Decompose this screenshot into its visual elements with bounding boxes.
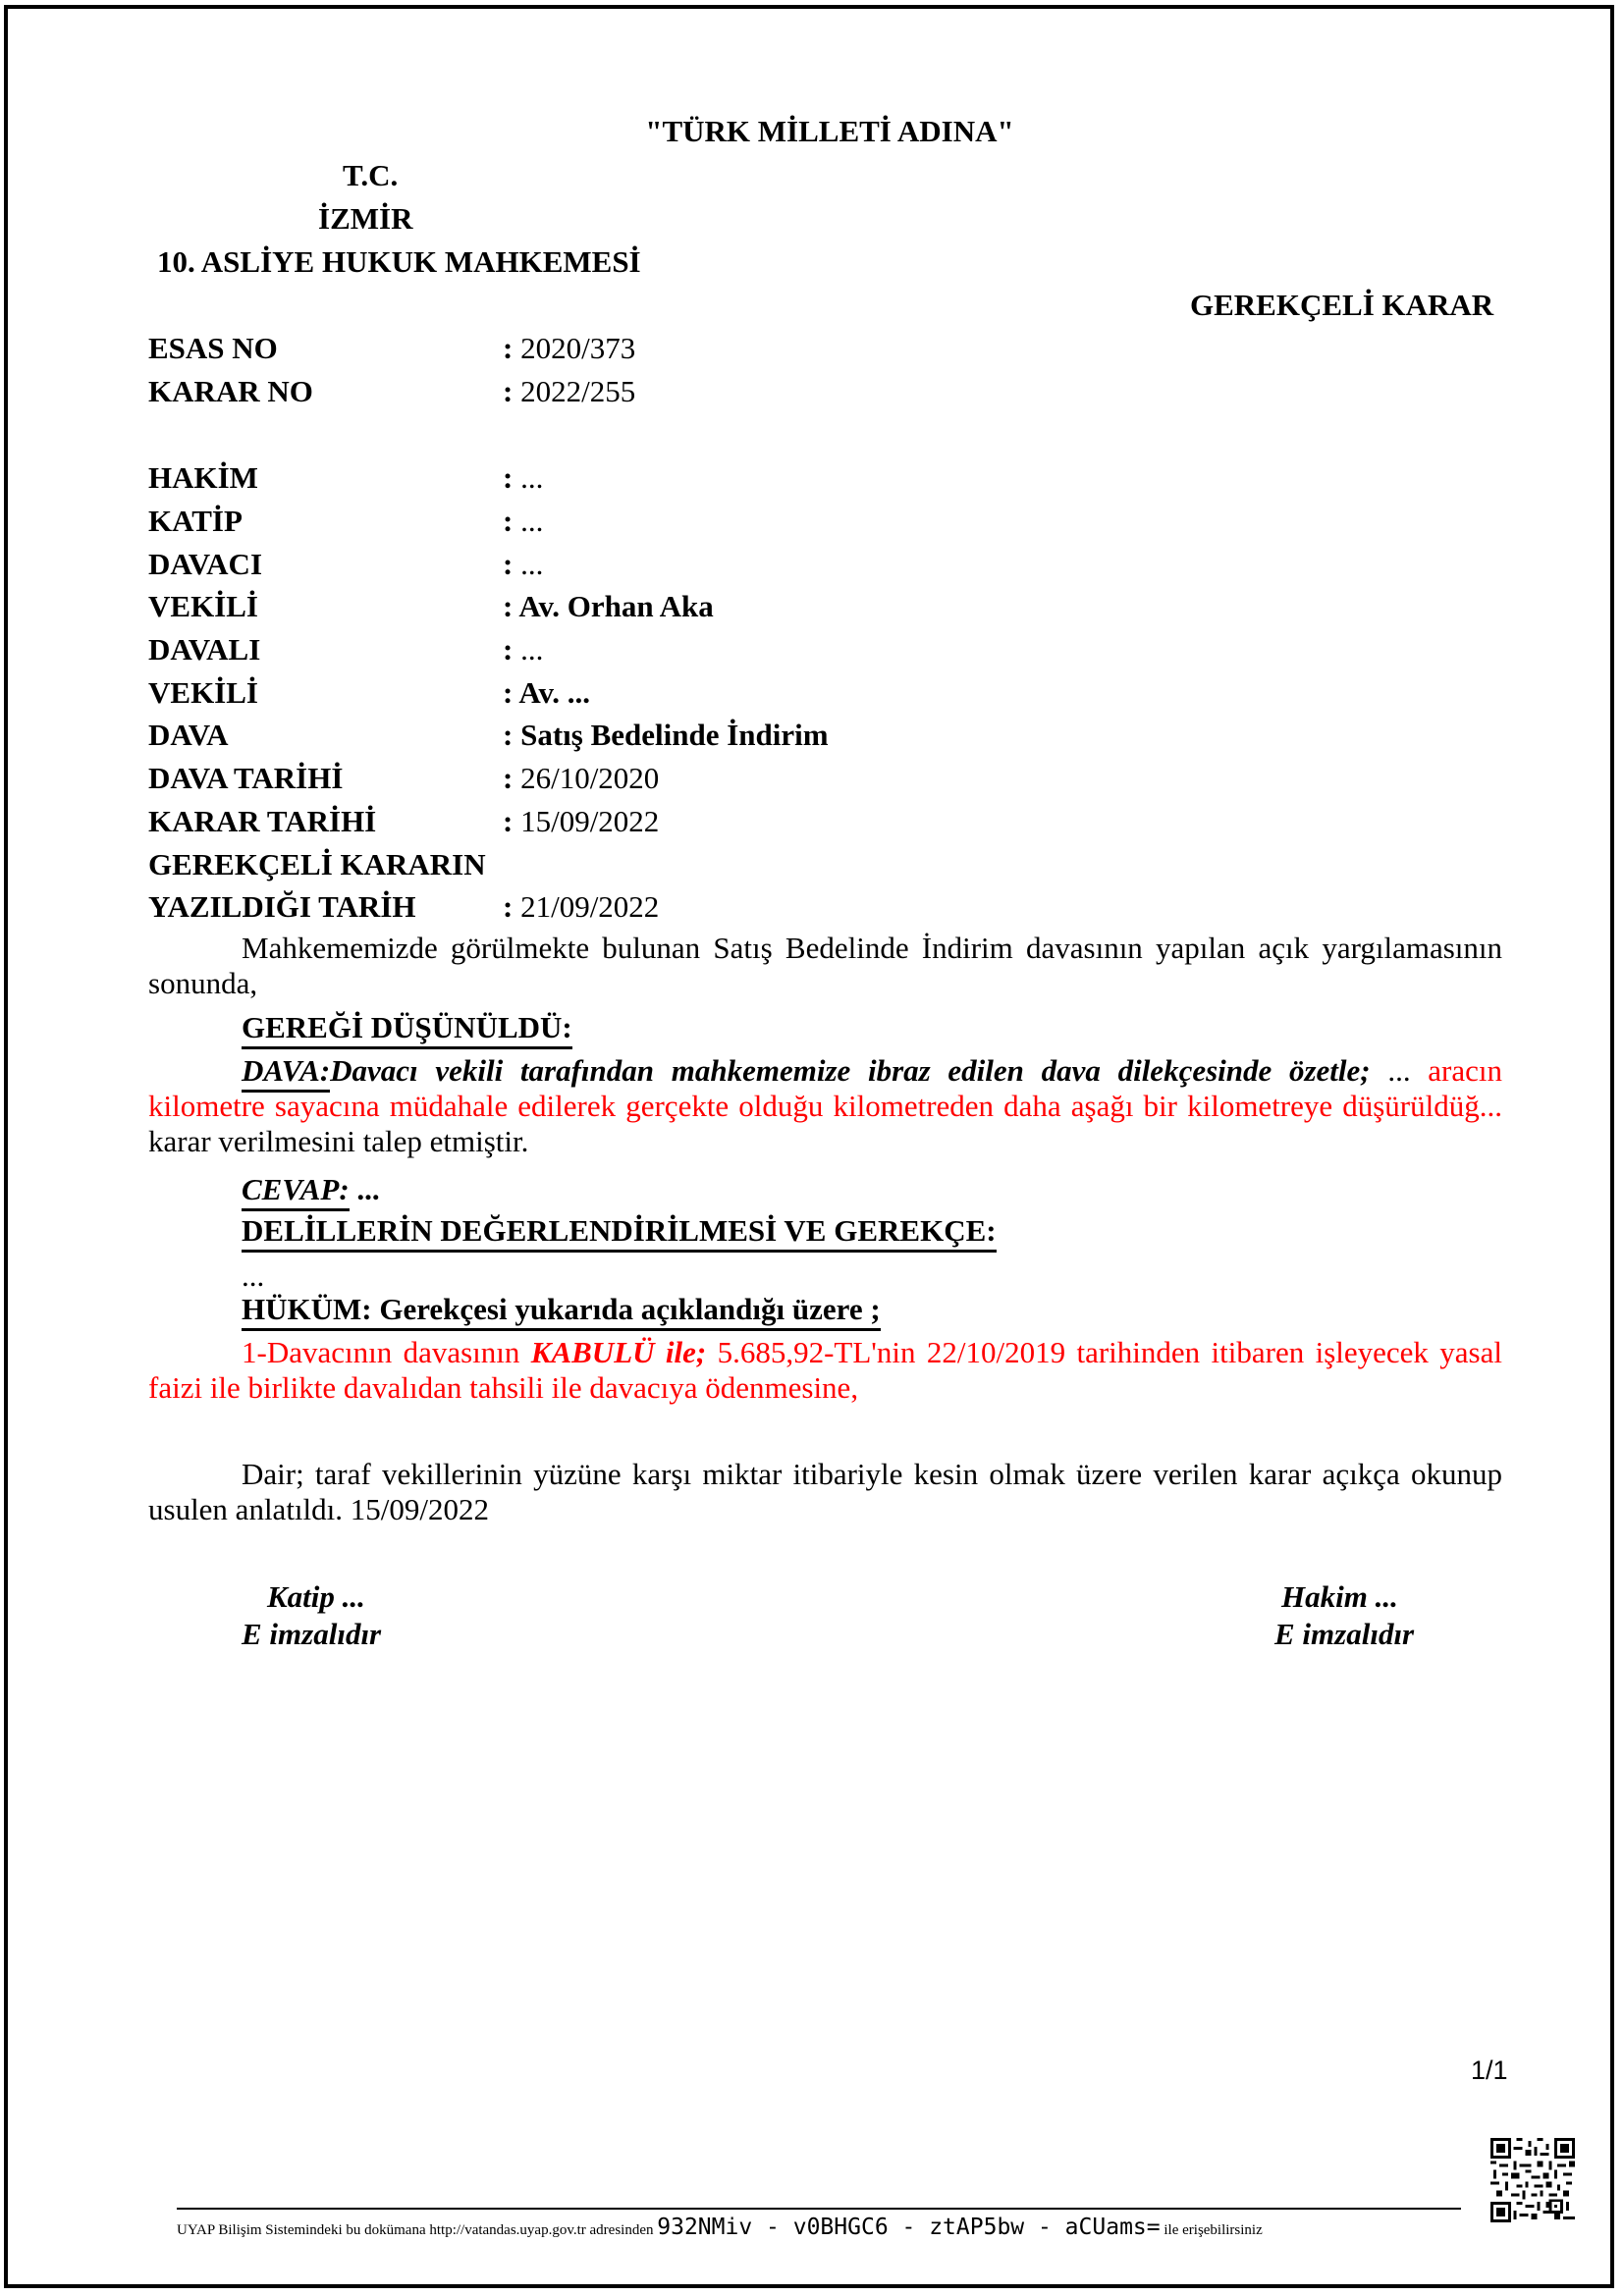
party-value: : Satış Bedelinde İndirim <box>503 718 829 752</box>
esas-no-label: ESAS NO <box>148 331 278 365</box>
dava-claim: aracın kilometre sayacına müdahale edilerek gerçekte olduğu kilometreden daha aşağı bir kilometreye düşürüldüğ... <box>148 1053 1502 1123</box>
party-label: DAVA <box>148 718 229 752</box>
katip-e-signed: E imzalıdır <box>242 1617 382 1651</box>
footer-rule <box>177 2208 1461 2210</box>
verification-code: 932NMiv - v0BHGC6 - ztAP5bw - aCUams= <box>657 2215 1161 2240</box>
page-number: 1/1 <box>1471 2056 1508 2085</box>
party-value: : Av. Orhan Aka <box>503 589 714 623</box>
party-label: KARAR TARİHİ <box>148 804 377 838</box>
court-name: 10. ASLİYE HUKUK MAHKEMESİ <box>157 244 641 279</box>
dair-paragraph: Dair; taraf vekillerinin yüzüne karşı miktar itibariyle kesin olmak üzere verilen karar açıkça okunup usulen anlatıldı. 15/09/2022 <box>148 1457 1502 1526</box>
dava-summary: Davacı vekili tarafından mahkememize ibraz edilen dava dilekçesinde özetle; <box>330 1053 1371 1088</box>
party-label: DAVALI <box>148 632 261 667</box>
dava-paragraph: DAVA:Davacı vekili tarafından mahkememize ibraz edilen dava dilekçesinde özetle; ... aracın kilometre sayacına müdahale edilerek gerçekte olduğu kilometreden daha aşağı bir kilometreye düşürüldüğ... karar verilmesini talep etmiştir. <box>148 1053 1502 1158</box>
tc-heading: T.C. <box>343 158 399 192</box>
party-value: : ... <box>503 632 544 667</box>
gerekceli-value: : 21/09/2022 <box>503 889 660 924</box>
party-value: : ... <box>503 504 544 538</box>
hakim-e-signed: E imzalıdır <box>1274 1617 1415 1651</box>
hukum-item-1: 1-Davacının davasının KABULÜ ile; 5.685,92-TL'nin 22/10/2019 tarihinden itibaren işleyecek yasal faizi ile birlikte davalıdan tahsili ile davacıya ödenmesine, <box>148 1335 1502 1405</box>
deliller-text: ... <box>242 1258 265 1293</box>
party-value: : ... <box>503 460 544 495</box>
gerekceli-label-line1: GEREKÇELİ KARARIN <box>148 847 486 881</box>
party-label: DAVA TARİHİ <box>148 761 344 795</box>
party-label: VEKİLİ <box>148 589 258 623</box>
party-label: DAVACI <box>148 547 263 581</box>
kabul-text: KABULÜ ile; <box>530 1335 707 1369</box>
gerekceli-label-line2: YAZILDIĞI TARİH <box>148 889 416 924</box>
karar-no-value: : 2022/255 <box>503 374 636 408</box>
cevap-line: CEVAP: ... <box>242 1172 380 1207</box>
party-value: : ... <box>503 547 544 581</box>
nation-heading: "TÜRK MİLLETİ ADINA" <box>645 114 1014 148</box>
dava-label: DAVA: <box>242 1053 330 1093</box>
intro-paragraph: Mahkememizde görülmekte bulunan Satış Bedelinde İndirim davasının yapılan açık yargılamasının sonunda, <box>148 931 1502 1000</box>
footer-verification: UYAP Bilişim Sistemindeki bu dokümana http://vatandas.uyap.gov.tr adresinden 932NMiv - v0BHGC6 - ztAP5bw - aCUams= ile erişebilirsiniz <box>177 2215 1263 2240</box>
karar-no-label: KARAR NO <box>148 374 313 408</box>
hakim-signature-name: Hakim ... <box>1281 1579 1398 1614</box>
party-value: : Av. ... <box>503 675 591 710</box>
document-type: GEREKÇELİ KARAR <box>1190 288 1494 322</box>
hukum-heading: HÜKÜM: Gerekçesi yukarıda açıklandığı üzere ; <box>242 1292 881 1327</box>
katip-signature-name: Katip ... <box>267 1579 365 1614</box>
party-value: : 26/10/2020 <box>503 761 660 795</box>
party-label: VEKİLİ <box>148 675 258 710</box>
deliller-heading: DELİLLERİN DEĞERLENDİRİLMESİ VE GEREKÇE: <box>242 1213 997 1249</box>
city-heading: İZMİR <box>318 201 413 236</box>
party-label: HAKİM <box>148 460 258 495</box>
party-label: KATİP <box>148 504 243 538</box>
qr-code-icon <box>1490 2138 1575 2222</box>
party-value: : 15/09/2022 <box>503 804 660 838</box>
geregi-heading: GEREĞİ DÜŞÜNÜLDÜ: <box>242 1010 572 1045</box>
esas-no-value: : 2020/373 <box>503 331 636 365</box>
